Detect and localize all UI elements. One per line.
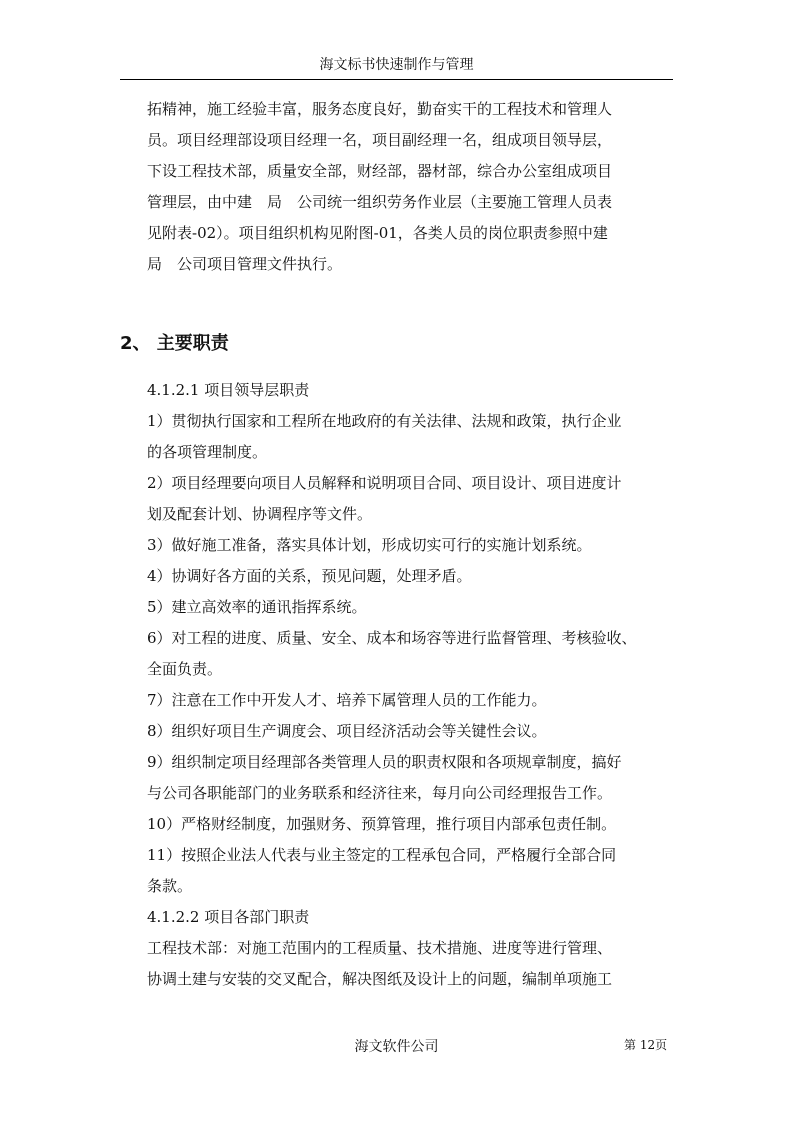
- text-line: 7）注意在工作中开发人才、培养下属管理人员的工作能力。: [147, 691, 547, 709]
- duties-list: [147, 375, 657, 995]
- subsection-heading: 4.1.2.2 项目各部门职责: [147, 908, 310, 926]
- text-line: 1）贯彻执行国家和工程所在地政府的有关法律、法规和政策，执行企业: [147, 412, 622, 430]
- footer-company: 海文软件公司: [354, 1039, 439, 1055]
- text-line: 5）建立高效率的通讯指挥系统。: [147, 598, 367, 616]
- text-line: 2）项目经理要向项目人员解释和说明项目合同、项目设计、项目进度计: [147, 474, 622, 492]
- text-line: 工程技术部：对施工范围内的工程质量、技术措施、进度等进行管理、: [147, 939, 613, 957]
- text-line: 下设工程技术部，质量安全部，财经部，器材部，综合办公室组成项目: [147, 162, 613, 180]
- text-line: 管理层，由中建 局 公司统一组织劳务作业层（主要施工管理人员表: [147, 193, 613, 211]
- text-line: 的各项管理制度。: [147, 443, 268, 461]
- text-line: 10）严格财经制度，加强财务、预算管理，推行项目内部承包责任制。: [147, 815, 617, 833]
- intro-paragraph: [147, 94, 652, 280]
- section-heading: 2、 主要职责: [120, 333, 229, 354]
- page-footer: [0, 1036, 793, 1060]
- text-line: 8）组织好项目生产调度会、项目经济活动会等关键性会议。: [147, 722, 547, 740]
- text-line: 拓精神，施工经验丰富，服务态度良好，勤奋实干的工程技术和管理人: [147, 100, 613, 118]
- page-header: [120, 55, 673, 80]
- text-line: 3）做好施工准备，落实具体计划，形成切实可行的实施计划系统。: [147, 536, 592, 554]
- text-line: 协调土建与安装的交叉配合，解决图纸及设计上的问题，编制单项施工: [147, 970, 613, 988]
- text-line: 11）按照企业法人代表与业主签定的工程承包合同，严格履行全部合同: [147, 846, 617, 864]
- text-line: 9）组织制定项目经理部各类管理人员的职责权限和各项规章制度，搞好: [147, 753, 622, 771]
- text-line: 6）对工程的进度、质量、安全、成本和场容等进行监督管理、考核验收、: [147, 629, 637, 647]
- text-line: 员。项目经理部设项目经理一名，项目副经理一名，组成项目领导层，: [147, 131, 613, 149]
- text-line: 4）协调好各方面的关系，预见问题，处理矛盾。: [147, 567, 472, 585]
- page-number: 第 12页: [624, 1038, 668, 1052]
- header-title: 海文标书快速制作与管理: [319, 57, 474, 73]
- text-line: 条款。: [147, 877, 193, 895]
- text-line: 局 公司项目管理文件执行。: [147, 255, 343, 273]
- text-line: 划及配套计划、协调程序等文件。: [147, 505, 373, 523]
- subsection-heading: 4.1.2.1 项目领导层职责: [147, 381, 310, 399]
- text-line: 见附表-02）。项目组织机构见附图-01，各类人员的岗位职责参照中建: [147, 224, 608, 242]
- text-line: 与公司各职能部门的业务联系和经济往来，每月向公司经理报告工作。: [147, 784, 613, 802]
- text-line: 全面负责。: [147, 660, 223, 678]
